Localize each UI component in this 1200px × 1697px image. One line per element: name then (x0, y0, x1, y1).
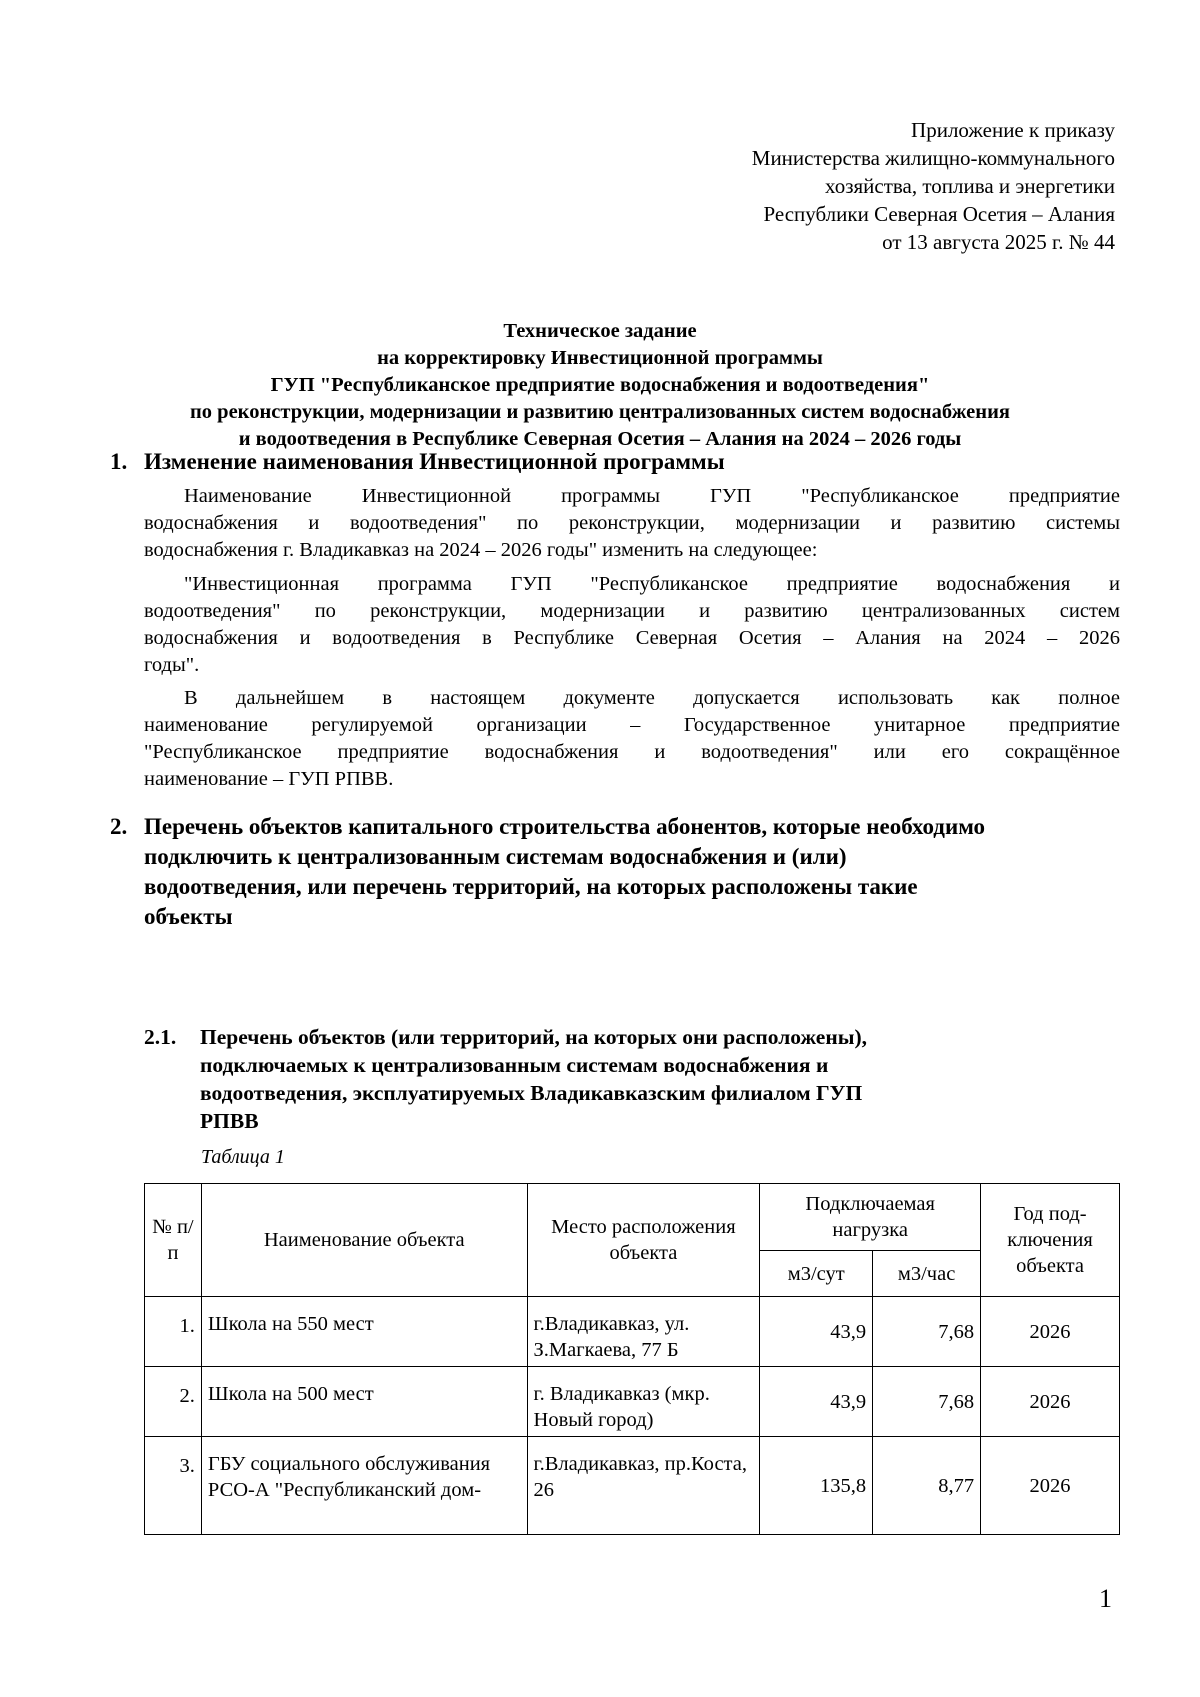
title-line: Техническое задание (503, 320, 697, 342)
header-line: хозяйства, топлива и энергетики (825, 174, 1115, 198)
cell-m3-day: 43,9 (760, 1367, 873, 1437)
paragraph-line: "Республиканское предприятие водоснабжения и водоотведения" или его сокращённое (144, 741, 1120, 763)
paragraph-line: В дальнейшем в настоящем документе допускается использовать как полное (184, 687, 1120, 709)
header-m3-day: м3/сут (760, 1251, 873, 1297)
subsection-number: 2.1. (144, 1025, 177, 1049)
paragraph-line: "Инвестиционная программа ГУП "Республиканское предприятие водоснабжения и (184, 573, 1120, 595)
cell-m3-hour: 8,77 (873, 1437, 981, 1535)
paragraph-line: водоснабжения и водоотведения" по реконструкции, модернизации и развитию системы (144, 512, 1120, 534)
title-line: на корректировку Инвестиционной программы (377, 347, 823, 369)
section-heading-line: подключить к централизованным системам водоснабжения и (или) (144, 844, 847, 869)
paragraph-abbreviation (144, 685, 1120, 793)
header-year: Год под-ключения объекта (981, 1184, 1120, 1297)
table-caption: Таблица 1 (201, 1146, 285, 1168)
title-line: по реконструкции, модернизации и развитию централизованных систем водоснабжения (189, 401, 1010, 423)
header-line: Министерства жилищно-коммунального (751, 146, 1115, 170)
table-row (145, 1437, 1120, 1535)
paragraph-line: водоснабжения г. Владикавказ на 2024 – 2026 годы" изменить на следующее: (144, 539, 818, 561)
subsection-heading-line: водоотведения, эксплуатируемых Владикавказским филиалом ГУП (200, 1081, 863, 1105)
header-place: Место расположения объекта (527, 1184, 760, 1297)
table-row (145, 1297, 1120, 1367)
header-num: № п/п (145, 1184, 202, 1297)
header-m3-hour: м3/час (873, 1251, 981, 1297)
cell-place: г. Владикавказ (мкр. Новый город) (527, 1367, 760, 1437)
section-number: 1. (110, 449, 128, 474)
section-heading-line: объекты (144, 904, 233, 929)
cell-num: 1. (145, 1297, 202, 1367)
subsection-heading-line: Перечень объектов (или территорий, на которых они расположены), (200, 1025, 868, 1049)
cell-year: 2026 (981, 1437, 1120, 1535)
cell-name: Школа на 500 мест (201, 1367, 527, 1437)
paragraph-line: Наименование Инвестиционной программы ГУП "Республиканское предприятие (184, 485, 1120, 507)
cell-name: ГБУ социального обслуживания РСО-А "Республиканский дом- (201, 1437, 527, 1535)
paragraph-rename (144, 483, 1120, 564)
section-number: 2. (110, 814, 128, 839)
cell-year: 2026 (981, 1367, 1120, 1437)
cell-year: 2026 (981, 1297, 1120, 1367)
title-line: ГУП "Республиканское предприятие водоснабжения и водоотведения" (270, 374, 930, 396)
section-heading-line: Перечень объектов капитального строительства абонентов, которые необходимо (144, 814, 986, 839)
cell-m3-hour: 7,68 (873, 1367, 981, 1437)
cell-num: 2. (145, 1367, 202, 1437)
paragraph-line: годы". (144, 654, 200, 676)
paragraph-line: наименование – ГУП РПВВ. (144, 768, 394, 790)
paragraph-line: водоотведения" по реконструкции, модернизации и развитию централизованных систем (144, 600, 1120, 622)
subsection-heading-line: РПВВ (200, 1109, 259, 1133)
cell-m3-day: 43,9 (760, 1297, 873, 1367)
order-header (595, 116, 1115, 256)
cell-num: 3. (145, 1437, 202, 1535)
subsection-heading-line: подключаемых к централизованным системам водоснабжения и (200, 1053, 829, 1077)
title-line: и водоотведения в Республике Северная Осетия – Алания на 2024 – 2026 годы (238, 428, 962, 450)
cell-place: г.Владикавказ, ул. З.Магкаева, 77 Б (527, 1297, 760, 1367)
cell-place: г.Владикавказ, пр.Коста, 26 (527, 1437, 760, 1535)
document-title (80, 318, 1120, 453)
cell-m3-hour: 7,68 (873, 1297, 981, 1367)
header-name: Наименование объекта (201, 1184, 527, 1297)
page-number: 1 (1099, 1584, 1112, 1613)
table-row (145, 1367, 1120, 1437)
section-heading-text: Изменение наименования Инвестиционной программы (144, 449, 725, 474)
cell-m3-day: 135,8 (760, 1437, 873, 1535)
paragraph-line: наименование регулируемой организации – Государственное унитарное предприятие (144, 714, 1120, 736)
header-line: Приложение к приказу (911, 118, 1115, 142)
objects-table (144, 1183, 1120, 1535)
section-heading-line: водоотведения, или перечень территорий, на которых расположены такие (144, 874, 918, 899)
header-line: от 13 августа 2025 г. № 44 (882, 230, 1115, 254)
paragraph-new-name (144, 571, 1120, 679)
cell-name: Школа на 550 мест (201, 1297, 527, 1367)
header-load: Подключаемая нагрузка (760, 1184, 981, 1251)
paragraph-line: водоснабжения и водоотведения в Республике Северная Осетия – Алания на 2024 – 2026 (144, 627, 1120, 649)
header-line: Республики Северная Осетия – Алания (763, 202, 1115, 226)
